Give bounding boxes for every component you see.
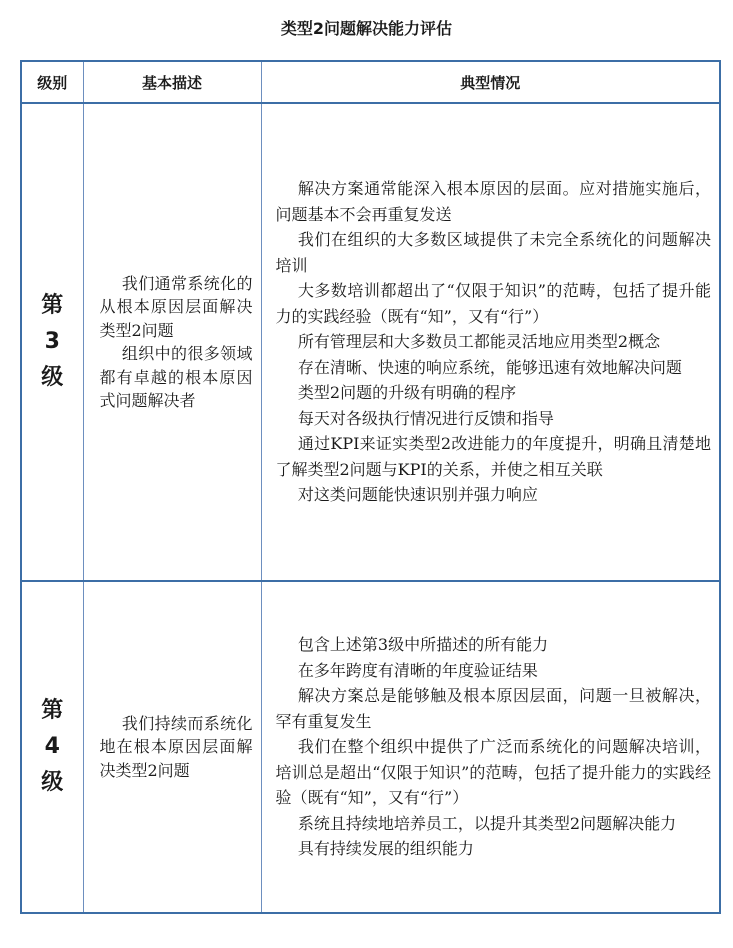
header-row xyxy=(21,61,720,103)
header-description: 基本描述 xyxy=(83,61,261,103)
table-row-level-4 xyxy=(21,581,720,913)
level-cell xyxy=(21,103,83,581)
evaluation-table xyxy=(20,60,721,914)
level-label: 第 3 级 xyxy=(41,293,64,390)
document-title: 类型2问题解决能力评估 xyxy=(280,19,453,38)
case-item: 系统且持续地培养员工，以提升其类型2问题解决能力 xyxy=(297,813,677,833)
case-item: 类型2问题的升级有明确的程序 xyxy=(297,383,517,403)
case-item: 包含上述第3级中所描述的所有能力 xyxy=(297,635,549,655)
case-item: 对这类问题能快速识别并强力响应 xyxy=(297,485,538,505)
description-paragraph: 我们持续而系统化地在根本原因层面解决类型2问题 xyxy=(99,713,253,780)
case-item: 解决方案通常能深入根本原因的层面。应对措施实施后，问题基本不会再重复发送 xyxy=(275,179,711,224)
case-item: 存在清晰、快速的响应系统，能够迅速有效地解决问题 xyxy=(297,357,682,377)
header-cases: 典型情况 xyxy=(261,61,720,103)
case-item: 我们在整个组织中提供了广泛而系统化的问题解决培训，培训总是超出“仅限于知识”的范畴，包括了提升能力的实践经验（既有“知”，又有“行”） xyxy=(275,737,711,808)
description-paragraph: 组织中的很多领域都有卓越的根本原因式问题解决者 xyxy=(99,344,253,410)
case-item: 每天对各级执行情况进行反馈和指导 xyxy=(297,408,554,428)
case-item: 解决方案总是能够触及根本原因层面，问题一旦被解决，罕有重复发生 xyxy=(275,686,711,731)
level-label: 第 4 级 xyxy=(41,698,64,795)
case-item: 所有管理层和大多数员工都能灵活地应用类型2概念 xyxy=(297,332,661,352)
case-item: 大多数培训都超出了“仅限于知识”的范畴，包括了提升能力的实践经验（既有“知”，又有“行”） xyxy=(275,281,711,326)
case-item: 我们在组织的大多数区域提供了未完全系统化的问题解决培训 xyxy=(275,230,711,275)
case-item: 通过KPI来证实类型2改进能力的年度提升，明确且清楚地了解类型2问题与KPI的关系，并使之相互关联 xyxy=(275,434,711,479)
case-item: 具有持续发展的组织能力 xyxy=(297,839,474,859)
cases-cell xyxy=(261,103,720,581)
cases-cell xyxy=(261,581,720,913)
table-row-level-3 xyxy=(21,103,720,581)
level-cell xyxy=(21,581,83,913)
description-paragraph: 我们通常系统化的从根本原因层面解决类型2问题 xyxy=(99,273,253,340)
header-level: 级别 xyxy=(21,61,83,103)
case-item: 在多年跨度有清晰的年度验证结果 xyxy=(297,660,538,680)
description-cell xyxy=(83,103,261,581)
description-cell xyxy=(83,581,261,913)
